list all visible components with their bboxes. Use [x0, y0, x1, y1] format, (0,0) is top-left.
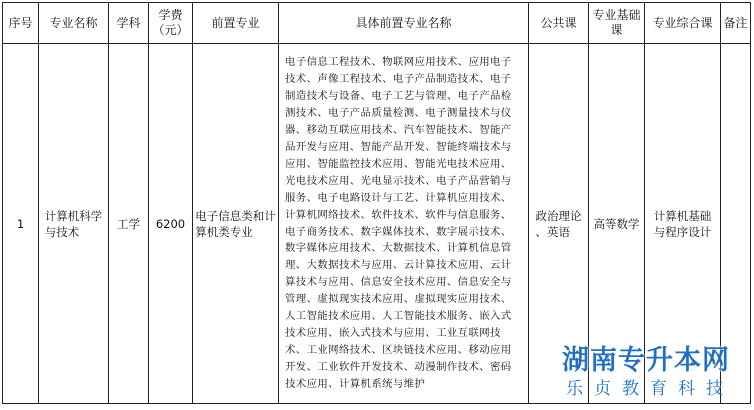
header-specific-prereq: 具体前置专业名称 [279, 3, 529, 44]
cell-public-course-line1: 政治理论 [535, 208, 582, 223]
header-basic-course-line2: 课 [610, 23, 623, 37]
header-row [3, 3, 751, 44]
header-prereq-major: 前置专业 [193, 3, 279, 44]
cell-major-name [39, 44, 109, 404]
cell-index: 1 [3, 44, 39, 404]
header-remarks: 备注 [721, 3, 751, 44]
cell-tuition: 6200 [149, 44, 193, 404]
watermark-subtitle: 乐贞教育科技 [566, 379, 734, 399]
cell-prereq-major-line1: 电子信息类和计 [195, 208, 276, 223]
header-discipline: 学科 [109, 3, 149, 44]
cell-prereq-major [193, 44, 279, 404]
header-major-name: 专业名称 [39, 3, 109, 44]
header-comprehensive-course: 专业综合课 [645, 3, 721, 44]
header-index: 序号 [3, 3, 39, 44]
watermark-title: 湖南专升本网 [562, 345, 730, 376]
cell-basic-course: 高等数学 [589, 44, 645, 404]
cell-comprehensive-course-line1: 计算机基础 [653, 208, 712, 223]
header-basic-course [589, 3, 645, 44]
header-tuition-line2: （元） [152, 23, 189, 37]
cell-major-name-line2: 与技术 [44, 224, 80, 239]
watermark [540, 344, 752, 400]
cell-comprehensive-course-line2: 与程序设计 [653, 224, 712, 239]
cell-major-name-line1: 计算机科学 [44, 208, 103, 223]
header-tuition [149, 3, 193, 44]
cell-specific-prereq: 电子信息工程技术、物联网应用技术、应用电子技术、声像工程技术、电子产品制造技术、电子制造技术与设备、电子工艺与管理、电子产品检测技术、电子产品质量检测、电子测量技术与仪器、移动互联应用技术、汽车智能技术、智能产品开发与应用、智能产品开发、智能终端技术与应用、智能监控技术应用、智能光电技术应用、光电技术应用、光电显示技术、电子产品营销与服务、电子电路设计与工艺、计算机应用技术、计算机网络技术、软件技术、软件与信息服务、电子商务技术、数字媒体技术、数字展示技术、数字媒体应用技术、大数据技术、计算机信息管理、大数据技术与应用、云计算技术应用、云计算技术与应用、信息安全技术应用、信息安全与管理、虚拟现实技术应用、虚拟现实应用技术、人工智能技术应用、人工智能技术服务、嵌入式技术应用、嵌入式技术与应用、工业互联网技术、工业网络技术、区块链技术应用、移动应用开发、工业软件开发技术、动漫制作技术、密码技术应用、计算机系统与维护 [279, 44, 529, 404]
header-public-course: 公共课 [529, 3, 589, 44]
header-basic-course-line1: 专业基础 [592, 8, 641, 22]
cell-prereq-major-line2: 算机类专业 [195, 224, 253, 239]
cell-public-course-line2: 、英语 [535, 224, 570, 239]
cell-discipline: 工学 [109, 44, 149, 404]
header-tuition-line1: 学费 [158, 8, 183, 22]
